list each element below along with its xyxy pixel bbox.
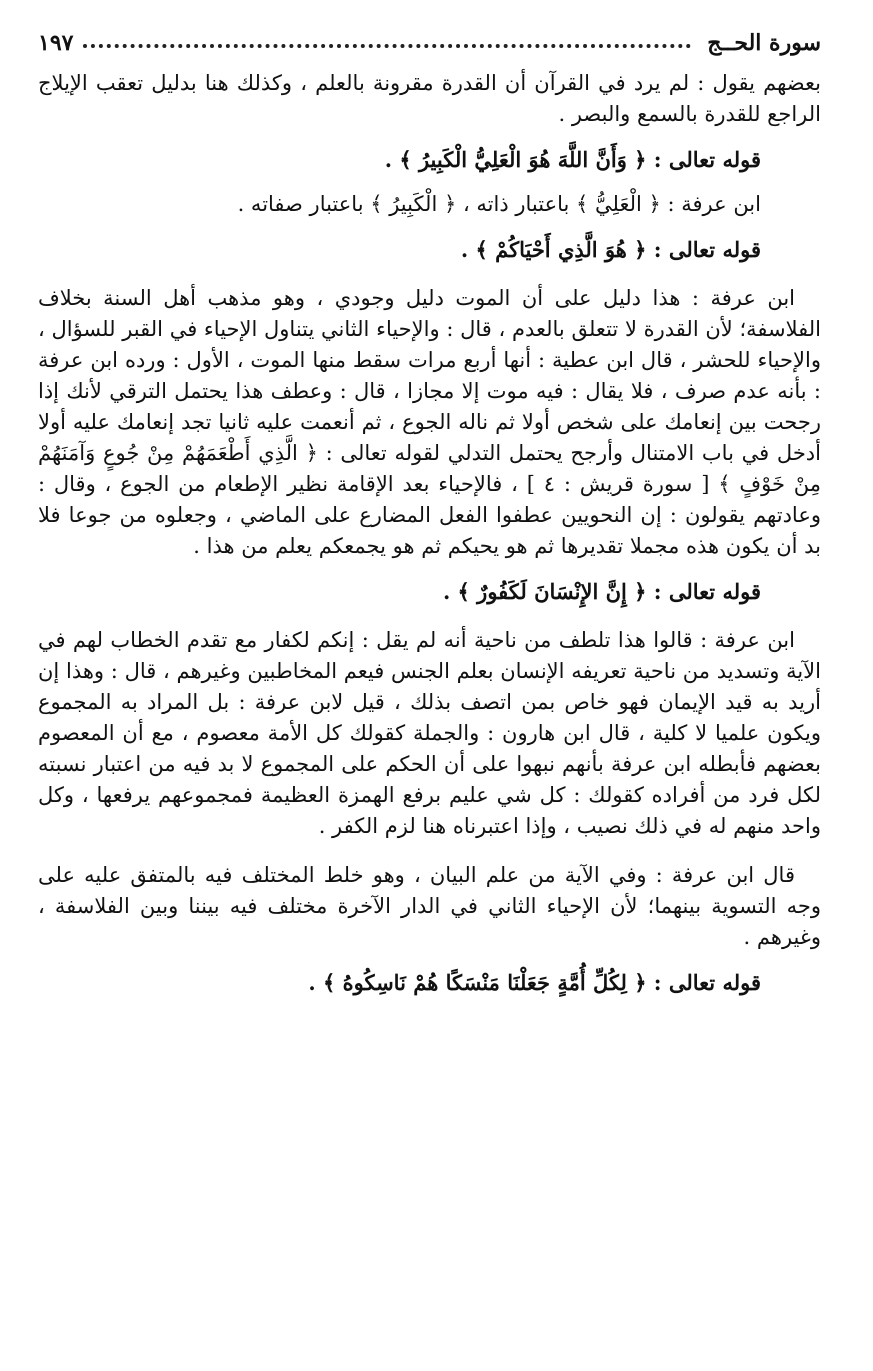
verse-heading: قوله تعالى : ﴿ وَأَنَّ اللَّهَ هُوَ الْعَلِيُّ الْكَبِيرُ ﴾ . (384, 147, 761, 172)
commentary-paragraph: قال ابن عرفة : وفي الآية من علم البيان ، وهو خلط المختلف فيه بالمتفق عليه على وجه التسوية بينهما؛ لأن الإحياء الثاني في الدار الآخرة مختلف فيه بيننا وبين الفلاسفة ، وغيرهم . (38, 863, 821, 949)
commentary-line: ابن عرفة : ﴿ الْعَلِيُّ ﴾ باعتبار ذاته ، ﴿ الْكَبِيرُ ﴾ باعتبار صفاته . (237, 192, 761, 216)
page-header (38, 30, 821, 68)
page-number: ١٩٧ (38, 30, 74, 56)
dotted-leader (83, 44, 691, 48)
commentary-paragraph: ابن عرفة : هذا دليل على أن الموت دليل وجودي ، وهو مذهب أهل السنة بخلاف الفلاسفة؛ لأن القدرة لا تتعلق بالعدم ، قال : والإحياء الثاني يتناول الإحياء في القبر للسؤال ، والإحياء للحشر ، قال ابن عطية : أنها أربع مرات سقط منها الموت ، الأول : ورده ابن عرفة : بأنه عدم صرف ، فلا يقال : فيه موت إلا مجازا ، قال : وعطف هذا يحتمل الترقي لأنك إذا رجحت بين إنعامك على شخص أولا ثم ناله الجوع ، ثم أنعمت عليه ثانيا تجد إنعامك عليه أولا أدخل في باب الامتنال وأرجح يحتمل التدلي لقوله تعالى : ﴿ الَّذِي أَطْعَمَهُمْ مِنْ جُوعٍ وَآمَنَهُمْ مِنْ خَوْفٍ ﴾ [ سورة قريش : ٤ ] ، فالإحياء بعد الإقامة نظير الإطعام من الجوع ، وقال : وعادتهم يقولون : إن النحويين عطفوا الفعل المضارع على الماضي ، وجعلوه من جوعا فلا بد أن يكون هذه مجملا تقديرها ثم هو يحيكم ثم هو يجمعكم يعلم من هذا . (38, 286, 821, 558)
surah-title: سورة الحــج (707, 30, 821, 56)
commentary-paragraph: ابن عرفة : قالوا هذا تلطف من ناحية أنه لم يقل : إنكم لكفار مع تقدم الخطاب لهم في الآية وتسديد من ناحية تعريفه الإنسان بعلم الجنس فيعم المخاطبين وغيرهم ، قال : وهذا إن أريد به قيد الإيمان فهو خاص بمن اتصف بذلك ، قيل لابن عرفة : بل المراد به المجموع ويكون علميا لا كلية ، قال ابن هارون : والجملة كقولك كل الأمة معصوم ، مع أن المعصوم بعضهم فأبطله ابن عرفة بأنهم نبهوا على أن الحكم على المجموع لا بد فيه من اعتبار نسبته لكل فرد من أفراده كقولك : كل شي عليم برفع الهمزة العظيمة فمجموعهم يرفعها ، وكل واحد منهم له في ذلك نصيب ، وإذا اعتبرناه هنا لزم الكفر . (38, 628, 821, 838)
verse-heading: قوله تعالى : ﴿ إِنَّ الإِنْسَانَ لَكَفُورٌ ﴾ . (442, 579, 761, 604)
paragraph-continuation: بعضهم يقول : لم يرد في القرآن أن القدرة مقرونة بالعلم ، وكذلك هنا بدليل تعقب الإيلاج الراجع للقدرة بالسمع والبصر . (38, 71, 821, 126)
verse-heading: قوله تعالى : ﴿ هُوَ الَّذِي أَحْيَاكُمْ ﴾ . (460, 237, 761, 262)
verse-heading: قوله تعالى : ﴿ لِكُلِّ أُمَّةٍ جَعَلْنَا مَنْسَكًا هُمْ نَاسِكُوهُ ﴾ . (308, 970, 761, 995)
book-page (38, 30, 821, 998)
